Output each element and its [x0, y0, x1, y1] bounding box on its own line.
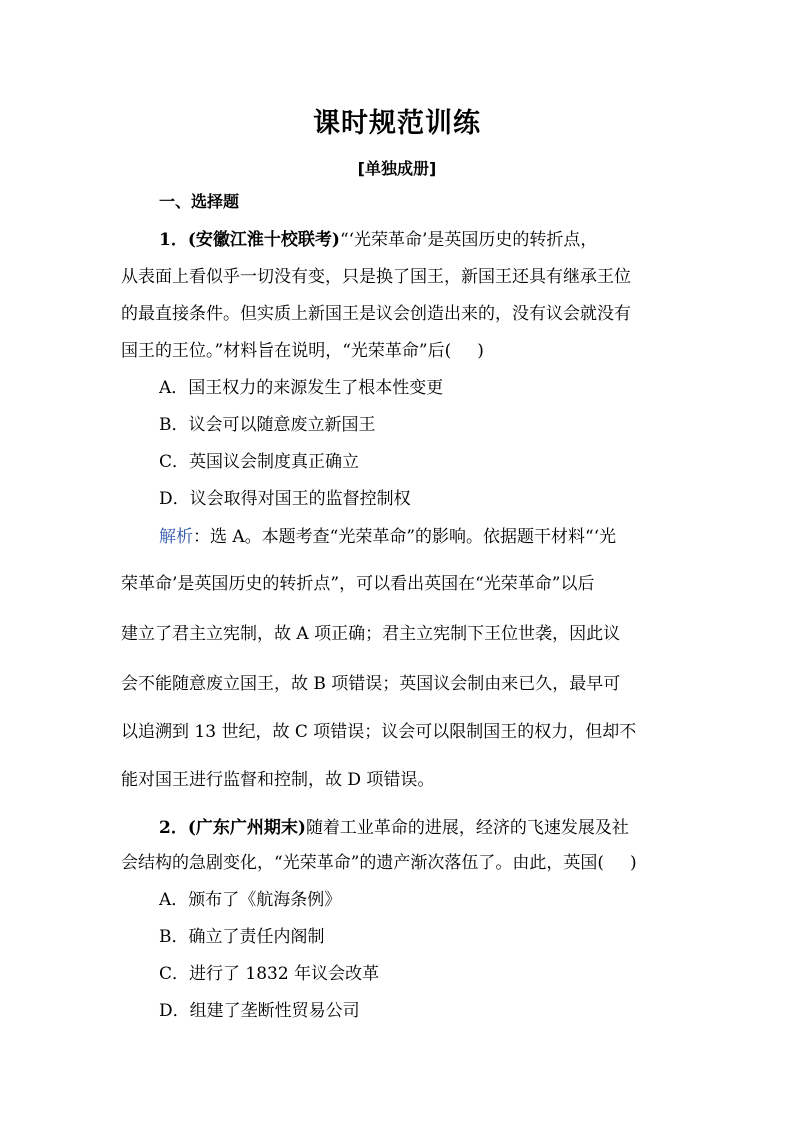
question-1-stem-end: 国王的王位。”材料旨在说明，“光荣革命”后(: [121, 341, 452, 361]
question-1-line-3: 的最直接条件。但实质上新国王是议会创造出来的，没有议会就没有: [121, 304, 631, 324]
question-2-line-1: [159, 816, 679, 840]
section-heading: 一、选择题: [159, 192, 240, 211]
question-2-option-a: A．颁布了《航海条例》: [159, 890, 342, 910]
question-1-stem-part: “‘光荣革命’是英国历史的转折点，: [339, 230, 598, 250]
question-2-stem-end: 会结构的急剧变化，“光荣革命”的遗产渐次落伍了。由此，英国(: [121, 853, 605, 873]
analysis-line-1: [159, 525, 679, 549]
question-2-number: 2．: [159, 818, 188, 838]
question-2-option-d: D．组建了垄断性贸易公司: [159, 1001, 360, 1021]
question-1-option-c: C．英国议会制度真正确立: [159, 452, 360, 472]
analysis-label: 解析: [159, 527, 193, 547]
question-2-option-c: C．进行了 1832 年议会改革: [159, 964, 380, 984]
analysis-line-2: 荣革命’是英国历史的转折点”，可以看出英国在“光荣革命”以后: [121, 574, 595, 594]
question-1-line-1: [159, 228, 679, 252]
analysis-text: ：选 A。本题考查“光荣革命”的影响。依据题干材料“‘光: [193, 527, 617, 547]
question-1-option-a: A．国王权力的来源发生了根本性变更: [159, 378, 444, 398]
analysis-line-3: 建立了君主立宪制，故 A 项正确；君主立宪制下王位世袭，因此议: [121, 624, 621, 644]
question-1-source: (安徽江淮十校联考): [187, 230, 340, 250]
question-1-number: 1．: [159, 230, 188, 250]
question-1-line-2: 从表面上看似乎一切没有变，只是换了国王，新国王还具有继承王位: [121, 267, 631, 287]
answer-blank-close: ): [630, 853, 637, 873]
question-2-stem-part: 随着工业革命的进展，经济的飞速发展及社: [305, 818, 629, 838]
analysis-line-4: 会不能随意废立国王，故 B 项错误；英国议会制由来已久，最早可: [121, 674, 621, 694]
question-2-option-b: B．确立了责任内阁制: [159, 927, 325, 947]
question-1-option-d: D．议会取得对国王的监督控制权: [159, 489, 411, 509]
question-2-source: (广东广州期末): [187, 818, 306, 838]
page-subtitle: [单独成册]: [357, 159, 437, 178]
answer-blank-close: ): [477, 341, 484, 361]
question-1-option-b: B．议会可以随意废立新国王: [159, 415, 376, 435]
page-title: 课时规范训练: [313, 108, 481, 139]
analysis-line-6: 能对国王进行监督和控制，故 D 项错误。: [121, 770, 435, 790]
analysis-line-5: 以追溯到 13 世纪，故 C 项错误；议会可以限制国王的权力，但却不: [121, 722, 637, 742]
question-2-line-2: [121, 851, 677, 875]
question-1-line-4: [121, 339, 677, 363]
